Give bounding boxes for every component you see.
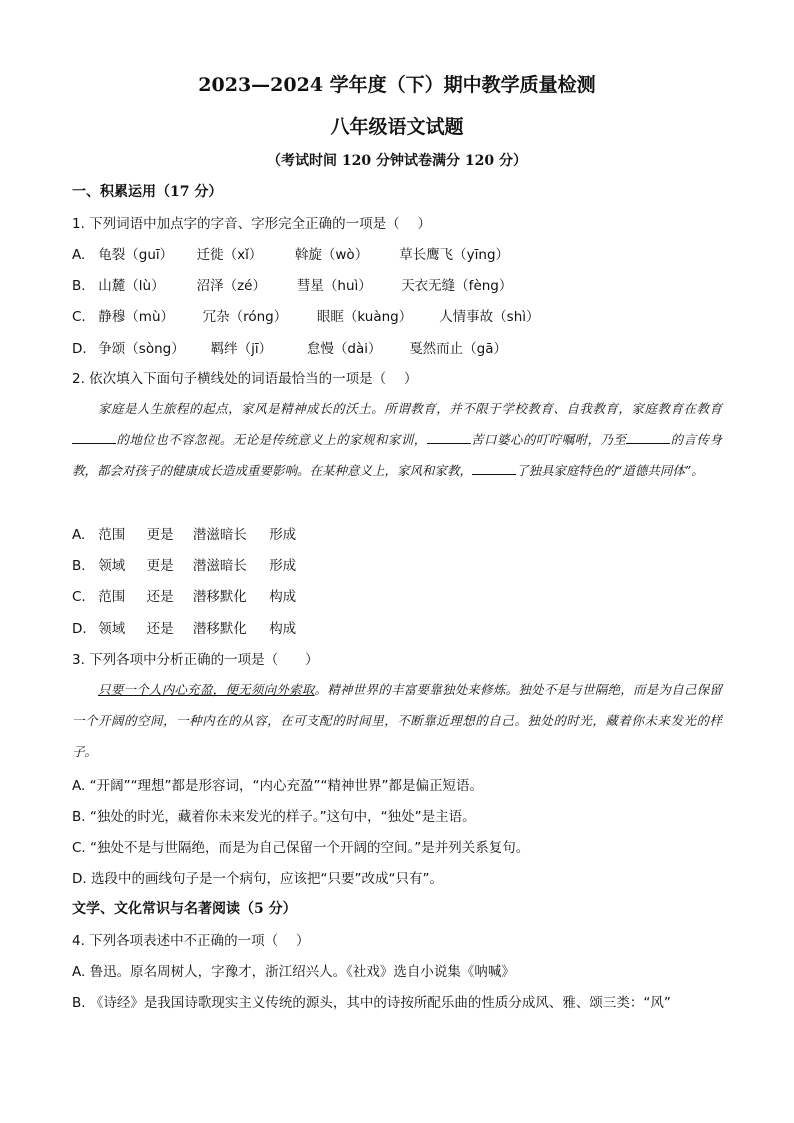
- option-item: 怠慢（dài）: [306, 341, 382, 357]
- option-item: 还是: [146, 621, 174, 637]
- option-item: 范围: [98, 589, 126, 605]
- option-item: 还是: [146, 589, 174, 605]
- option-letter: C.: [72, 589, 86, 605]
- option-letter: A.: [72, 247, 86, 263]
- option-item: 人情事故（shì）: [439, 309, 540, 325]
- passage-text: 家庭是人生旅程的起点，家风是精神成长的沃土。所谓教育，并不限于学校教育、自我教育，家庭教: [98, 401, 671, 416]
- question-2-option-d: [72, 620, 296, 638]
- option-item: 潜滋暗长: [192, 527, 247, 543]
- question-2-option-a: [72, 526, 296, 544]
- question-2-option-b: [72, 557, 296, 575]
- option-item: 潜移默化: [192, 621, 247, 637]
- underlined-sentence: 只要一个人内心充盈，便无须向外索取: [98, 682, 315, 697]
- option-item: 范围: [98, 527, 126, 543]
- question-3-passage: [72, 674, 722, 767]
- passage-text: 。精神世界的丰富要靠独处来修炼。独处不是与世隔绝，而是: [314, 682, 659, 697]
- option-item: 戛然而止（gā）: [409, 341, 508, 357]
- question-2-stem: 2. 依次填入下面句子横线处的词语最恰当的一项是（ ）: [72, 371, 418, 387]
- passage-text: 庭特色的“道德共同体”。: [566, 463, 704, 478]
- option-item: 争颂（sòng）: [98, 341, 185, 357]
- passage-text: 为自己保留一个开阔的空间，一种内在的从容，在可支配的时间里，不断靠近理想的自己。独处的时光，: [72, 682, 722, 728]
- option-item: 形成: [269, 527, 297, 543]
- passage-text: 的地位也不容忽视。无论是传统意义上的家规和家训，: [116, 432, 427, 447]
- question-1-option-a: [72, 246, 509, 264]
- option-item: 领域: [98, 558, 126, 574]
- question-3-option-b: B. “独处的时光，藏着你未来发光的样子。”这句中，“独处”是主语。: [72, 809, 476, 825]
- option-item: 冗杂（róng）: [202, 309, 288, 325]
- exam-note: （考试时间 120 分钟试卷满分 120 分）: [267, 153, 527, 169]
- option-item: 潜移默化: [192, 589, 247, 605]
- option-item: 眼眶（kuàng）: [316, 309, 413, 325]
- option-item: 龟裂（guī）: [98, 247, 174, 263]
- question-3-stem: 3. 下列各项中分析正确的一项是（ ）: [72, 652, 319, 668]
- fill-blank-3: [626, 429, 670, 444]
- option-item: 彗星（huì）: [296, 278, 372, 294]
- option-item: 静穆（mù）: [98, 309, 175, 325]
- option-item: 潜滋暗长: [192, 558, 247, 574]
- option-item: 山麓（lù）: [98, 278, 165, 294]
- fill-blank-1: [72, 429, 116, 444]
- question-4-option-b: B. 《诗经》是我国诗歌现实主义传统的源头，其中的诗按所配乐曲的性质分成风、雅、颂三类：“风”: [72, 995, 671, 1011]
- option-letter: C.: [72, 309, 86, 325]
- passage-text: 苦口婆心的叮咛嘱咐，乃至: [470, 432, 627, 447]
- question-1-option-c: [72, 308, 540, 326]
- option-letter: D.: [72, 341, 87, 357]
- passage-text: 育在教育: [670, 401, 722, 416]
- question-3-option-d: D. 选段中的画线句子是一个病句，应该把“只要”改成“只有”。: [72, 871, 443, 887]
- exam-title: 2023—2024 学年度（下）期中教学质量检测: [198, 74, 596, 96]
- option-letter: B.: [72, 558, 86, 574]
- option-item: 羁绊（jī）: [210, 341, 273, 357]
- passage-text: 藏着你未来发光的样子。: [72, 713, 722, 759]
- section-heading-2: 文学、文化常识与名著阅读（5 分）: [72, 901, 297, 917]
- option-item: 领域: [98, 621, 126, 637]
- option-letter: A.: [72, 527, 86, 543]
- option-item: 构成: [269, 621, 297, 637]
- question-1-option-d: [72, 340, 507, 358]
- option-letter: D.: [72, 621, 87, 637]
- option-item: 更是: [146, 527, 174, 543]
- option-item: 沼泽（zé）: [196, 278, 266, 294]
- question-4-stem: 4. 下列各项表述中不正确的一项（ ）: [72, 933, 310, 949]
- option-item: 更是: [146, 558, 174, 574]
- question-1-stem: 1. 下列词语中加点字的字音、字形完全正确的一项是（ ）: [72, 216, 431, 232]
- exam-subtitle: 八年级语文试题: [330, 116, 464, 138]
- question-4-option-a: A. 鲁迅。原名周树人，字豫才，浙江绍兴人。《社戏》选自小说集《呐喊》: [72, 964, 515, 980]
- option-item: 草长鹰飞（yīng）: [399, 247, 510, 263]
- fill-blank-4: [472, 460, 516, 475]
- section-heading-1: 一、积累运用（17 分）: [72, 184, 223, 200]
- question-1-option-b: [72, 277, 512, 295]
- question-3-option-a: A. “开阔”“理想”都是形容词，“内心充盈”“精神世界”都是偏正短语。: [72, 778, 484, 794]
- option-item: 天衣无缝（fèng）: [401, 278, 513, 294]
- question-2-option-c: [72, 588, 296, 606]
- fill-blank-2: [427, 429, 471, 444]
- passage-text: 了独具家: [516, 463, 567, 478]
- question-2-passage: [72, 393, 722, 486]
- option-letter: B.: [72, 278, 86, 294]
- option-item: 迁徙（xǐ）: [196, 247, 263, 263]
- option-item: 形成: [269, 558, 297, 574]
- question-3-option-c: C. “独处不是与世隔绝，而是为自己保留一个开阔的空间。”是并列关系复句。: [72, 840, 530, 856]
- passage-text: 的言传身教，都会对孩子的健康成长造成重要影响。在某种意义上，家风和家教，: [72, 432, 722, 478]
- option-item: 斡旋（wò）: [294, 247, 369, 263]
- option-item: 构成: [269, 589, 297, 605]
